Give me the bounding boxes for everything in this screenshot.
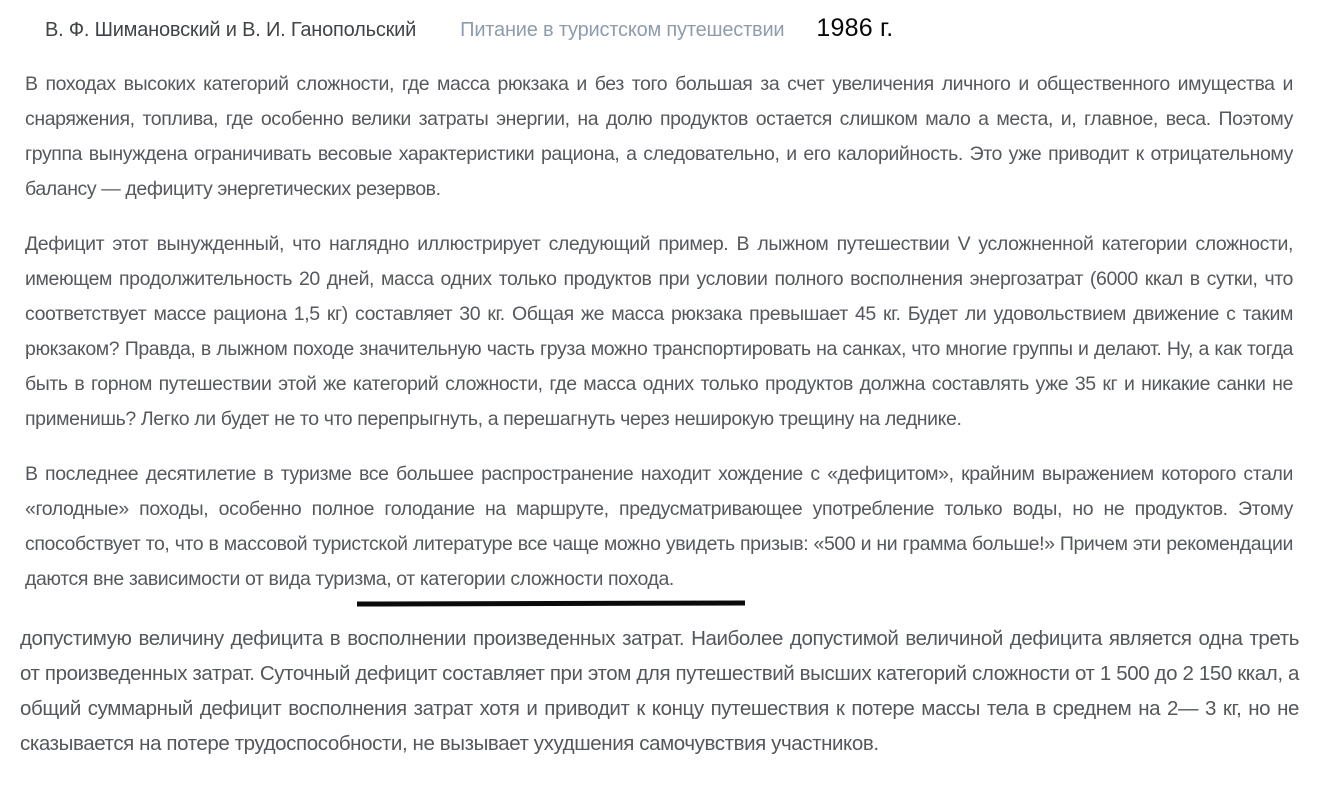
paragraph-1: В походах высоких категорий сложности, где масса рюкзака и без того большая за счет увеличения личного и общественного имущества и снаряжения, топлива, где особенно велики затраты энергии, на долю продуктов остается слишком мало а места, и, главное, веса. Поэтому группа вынуждена ограничивать весовые характеристики рациона, а следовательно, и его калорийность. Это уже приводит к отрицательному балансу — дефициту энергетических резервов. <box>25 73 1293 200</box>
paragraph-2: Дефицит этот вынужденный, что наглядно иллюстрирует следующий пример. В лыжном путешествии V усложненной категории сложности, имеющем продолжительность 20 дней, масса одних только продуктов при условии полного восполнения энергозатрат (6000 ккал в сутки, что соответствует массе рациона 1,5 кг) составляет 30 кг. Общая же масса рюкзака превышает 45 кг. Будет ли удовольствием движение с таким рюкзаком? Правда, в лыжном походе значительную часть груза можно транспортировать на санках, что многие группы и делают. Ну, а как тогда быть в горном путешествии этой же категорий сложности, где масса одних только продуктов должна составлять уже 35 кг и никакие санки не применишь? Легко ли будет не то что перепрыгнуть, а перешагнуть через неширокую трещину на леднике. <box>25 233 1293 430</box>
paragraph-3: В последнее десятилетие в туризме все большее распространение находит хождение с «дефицитом», крайним выражением которого стали «голодные» походы, особенно полное голодание на маршруте, предусматривающее употребление только воды, но не продуктов. Этому способствует то, что в массовой туристской литературе все чаще можно увидеть призыв: «500 и ни грамма больше!» Причем эти рекомендации даются вне зависимости от вида туризма, от категории сложности похода. <box>25 463 1293 590</box>
document-header <box>0 0 1317 43</box>
continuation-paragraph: допустимую величину дефицита в восполнении произведенных затрат. Наиболее допустимой величиной дефицита является одна треть от произведенных затрат. Суточный дефицит составляет при этом для путешествий высших категорий сложности от 1 500 до 2 150 ккал, а общий суммарный дефицит восполнения затрат хотя и приводит к концу путешествия к потере массы тела в среднем на 2— 3 кг, но не сказывается на потере трудоспособности, не вызывает ухудшения самочувствия участников. <box>20 627 1299 755</box>
authors: В. Ф. Шимановский и В. И. Ганопольский <box>45 19 417 41</box>
divider-line <box>357 600 745 606</box>
book-title: Питание в туристском путешествии <box>460 19 785 41</box>
continuation-text <box>0 621 1317 761</box>
body-text <box>0 67 1317 597</box>
publication-year: 1986 г. <box>816 14 894 42</box>
